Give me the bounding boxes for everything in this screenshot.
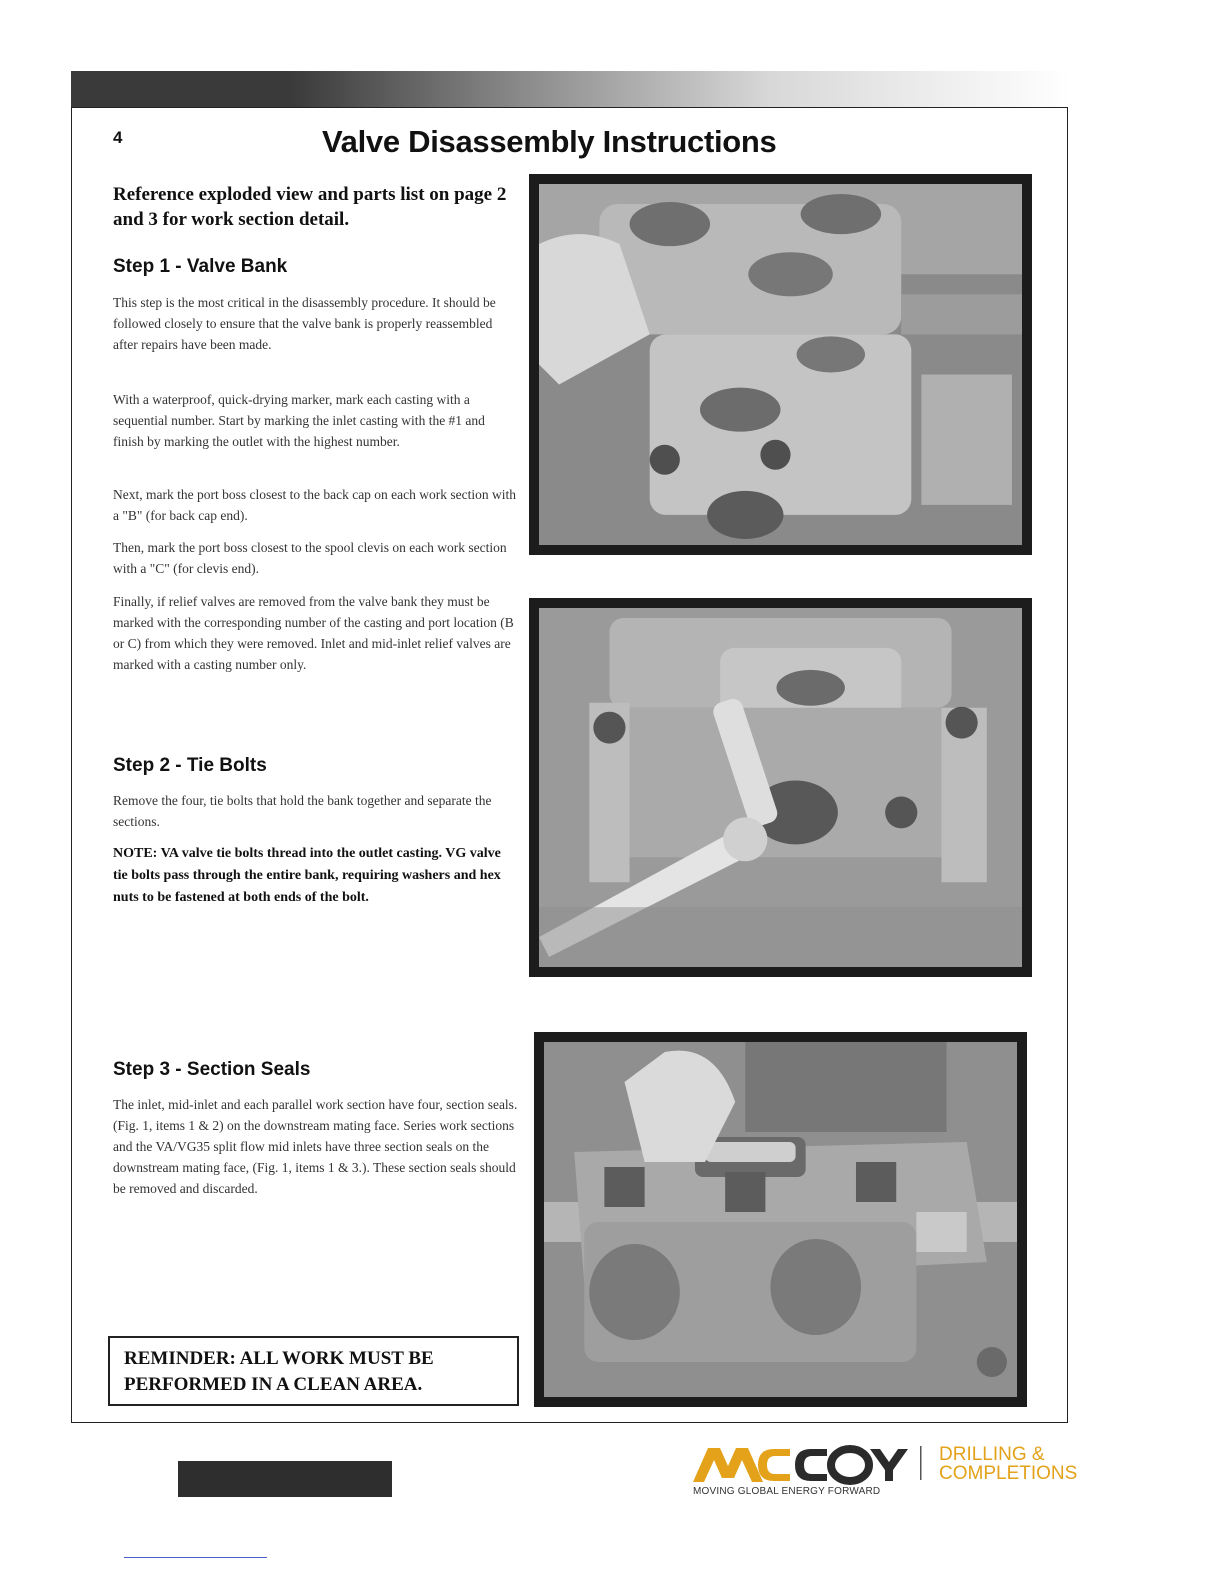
photo-valve-bank-marking	[529, 174, 1032, 555]
reminder-line-1: REMINDER: ALL WORK MUST BE	[124, 1348, 434, 1369]
page-title: Valve Disassembly Instructions	[322, 124, 777, 159]
valve-bank-illustration	[539, 184, 1022, 545]
step-2-title: Step 2 - Tie Bolts	[113, 755, 267, 776]
photo-tie-bolt-removal	[529, 598, 1032, 977]
reminder-box	[108, 1336, 519, 1406]
division-line-1: DRILLING &	[939, 1444, 1045, 1465]
intro-reference: Reference exploded view and parts list on page 2 and 3 for work section detail.	[113, 184, 507, 230]
step-1-paragraph-4: Then, mark the port boss closest to the spool clevis on each work section with a "C" (for clevis end).	[113, 540, 507, 576]
step-3-title: Step 3 - Section Seals	[113, 1059, 311, 1080]
step-1-paragraph-1: This step is the most critical in the disassembly procedure. It should be followed closely to ensure that the valve bank is properly reassembled after repairs have been made.	[113, 295, 496, 352]
step-1-paragraph-3: Next, mark the port boss closest to the back cap on each work section with a "B" (for back cap end).	[113, 487, 517, 523]
division-line-2: COMPLETIONS	[939, 1463, 1078, 1484]
photo-section-seals	[534, 1032, 1027, 1407]
tie-bolt-wrench-illustration	[539, 608, 1022, 967]
step-2-paragraph-1: Remove the four, tie bolts that hold the bank together and separate the sections.	[113, 793, 492, 829]
logo-tagline: MOVING GLOBAL ENERGY FORWARD	[693, 1486, 881, 1497]
step-1-title: Step 1 - Valve Bank	[113, 256, 288, 277]
footer-link-underline	[124, 1557, 267, 1558]
footer-bar	[178, 1461, 392, 1497]
reminder-line-2: PERFORMED IN A CLEAN AREA.	[124, 1374, 423, 1395]
step-2-note: NOTE: VA valve tie bolts thread into the outlet casting. VG valve tie bolts pass through the entire bank, requiring washers and hex nuts to be fastened at both ends of the bolt.	[113, 846, 501, 905]
section-seals-illustration	[544, 1042, 1017, 1397]
header-gradient-band	[71, 71, 1071, 107]
step-1-paragraph-2: With a waterproof, quick-drying marker, mark each casting with a sequential number. Start by marking the inlet casting with the #1 and finish by marking the outlet with the highest number.	[113, 392, 485, 449]
logo-division-text	[939, 1445, 1077, 1483]
step-1-paragraph-5: Finally, if relief valves are removed from the valve bank they must be marked with the corresponding number of the casting and port location (B or C) from which they were removed. Inlet and mid-inlet relief valves are marked with a casting number only.	[113, 594, 514, 672]
page-number: 4	[113, 128, 123, 147]
step-3-paragraph-1: The inlet, mid-inlet and each parallel work section have four, section seals. (Fig. 1, items 1 & 2) on the downstream mating face. Series work sections and the VA/VG35 split flow mid inlets have three section seals on the downstream mating face, (Fig. 1, items 1 & 3.). These section seals should be removed and discarded.	[113, 1097, 518, 1196]
